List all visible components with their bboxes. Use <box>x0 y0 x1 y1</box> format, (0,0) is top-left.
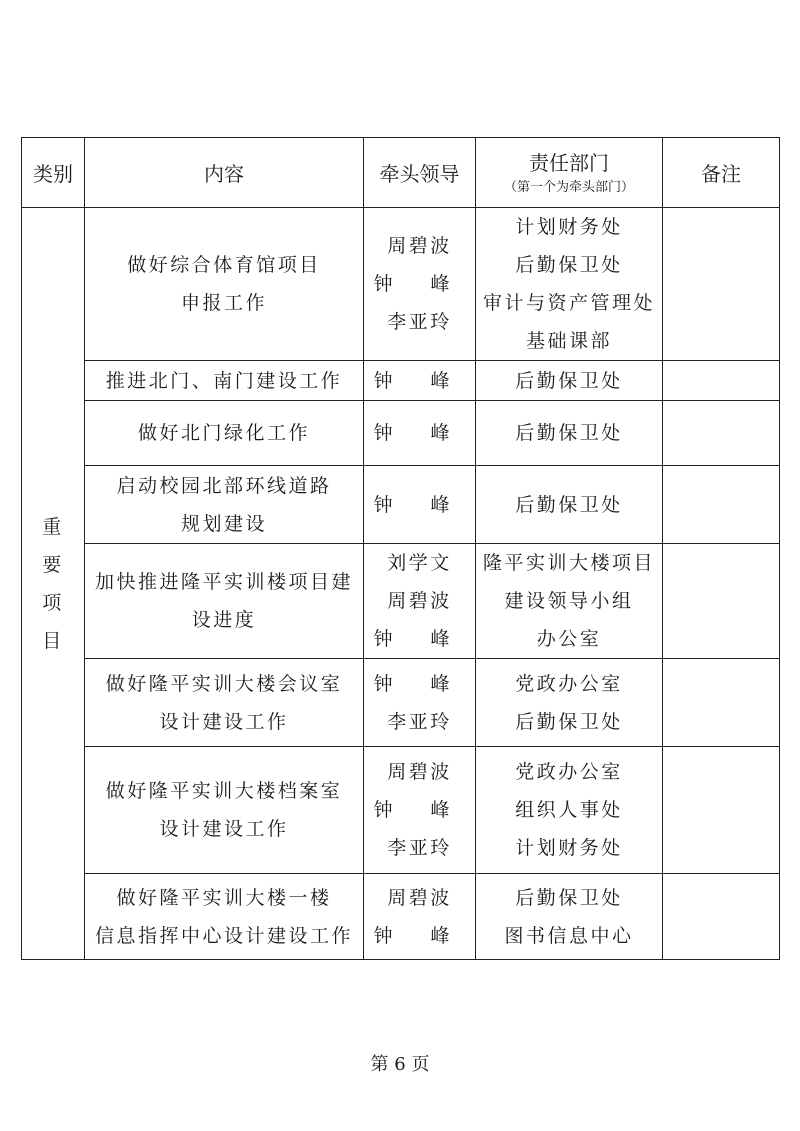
leader-name: 李亚玲 <box>387 710 452 733</box>
header-remark: 备注 <box>663 138 780 208</box>
category-char: 要 <box>42 553 64 576</box>
dept-cell <box>476 466 663 544</box>
leader-name: 钟 峰 <box>373 799 466 821</box>
content-line: 申报工作 <box>180 292 267 314</box>
content-cell <box>85 361 364 401</box>
content-cell <box>85 466 364 544</box>
content-line: 做好隆平实训大楼会议室 <box>105 672 343 695</box>
dept-cell <box>476 208 663 361</box>
content-line: 启动校园北部环线道路 <box>116 474 332 497</box>
leader-name: 周碧波 <box>387 761 452 783</box>
table-row <box>22 747 780 874</box>
dept-name: 图书信息中心 <box>504 924 634 947</box>
dept-cell <box>476 874 663 960</box>
dept-name: 后勤保卫处 <box>515 369 623 392</box>
dept-name: 审计与资产管理处 <box>482 292 655 314</box>
content-line: 加快推进隆平实训楼项目建 <box>94 571 353 593</box>
dept-cell <box>476 544 663 659</box>
dept-name: 计划财务处 <box>515 216 623 238</box>
category-char: 重 <box>42 515 64 538</box>
table-body <box>22 208 780 960</box>
dept-name: 后勤保卫处 <box>515 710 623 733</box>
leader-name: 钟 峰 <box>373 924 466 947</box>
table-row <box>22 874 780 960</box>
content-line: 做好隆平实训大楼一楼 <box>116 886 332 909</box>
leader-cell <box>364 401 476 466</box>
header-category: 类别 <box>22 138 85 208</box>
header-content: 内容 <box>85 138 364 208</box>
leader-name: 周碧波 <box>387 590 452 612</box>
dept-cell <box>476 401 663 466</box>
leader-name: 钟 峰 <box>373 672 466 695</box>
dept-name: 党政办公室 <box>515 761 623 783</box>
work-plan-table <box>21 137 780 960</box>
remark-cell <box>663 466 780 544</box>
dept-name: 隆平实训大楼项目 <box>482 552 655 574</box>
content-line: 做好北门绿化工作 <box>137 422 310 444</box>
remark-cell <box>663 544 780 659</box>
leader-cell <box>364 361 476 401</box>
remark-cell <box>663 401 780 466</box>
content-cell <box>85 544 364 659</box>
content-line: 规划建设 <box>180 512 267 535</box>
content-cell <box>85 874 364 960</box>
dept-name: 组织人事处 <box>515 799 623 821</box>
header-dept-note: （第一个为牵头部门） <box>503 179 634 195</box>
content-line: 做好综合体育馆项目 <box>127 254 321 276</box>
leader-cell <box>364 466 476 544</box>
content-line: 做好隆平实训大楼档案室 <box>105 780 343 802</box>
content-cell <box>85 747 364 874</box>
header-dept <box>476 138 663 208</box>
header-leader: 牵头领导 <box>364 138 476 208</box>
table-row <box>22 401 780 466</box>
remark-cell <box>663 361 780 401</box>
content-line: 信息指挥中心设计建设工作 <box>94 924 353 947</box>
dept-name: 后勤保卫处 <box>515 254 623 276</box>
leader-cell <box>364 747 476 874</box>
dept-name: 党政办公室 <box>515 672 623 695</box>
dept-cell <box>476 747 663 874</box>
content-cell <box>85 208 364 361</box>
table-row <box>22 208 780 361</box>
leader-name: 周碧波 <box>387 886 452 909</box>
category-char: 目 <box>42 629 64 652</box>
header-row <box>22 138 780 208</box>
category-char: 项 <box>42 591 64 614</box>
dept-cell <box>476 361 663 401</box>
leader-name: 钟 峰 <box>373 493 466 516</box>
table-row <box>22 361 780 401</box>
dept-cell <box>476 659 663 747</box>
table-row <box>22 544 780 659</box>
content-line: 设计建设工作 <box>159 710 289 733</box>
content-line: 推进北门、南门建设工作 <box>105 369 343 392</box>
dept-name: 计划财务处 <box>515 837 623 859</box>
dept-name: 办公室 <box>536 628 602 650</box>
page-number: 第 6 页 <box>370 1054 430 1075</box>
leader-name: 钟 峰 <box>373 273 466 295</box>
leader-name: 钟 峰 <box>373 369 466 392</box>
leader-cell <box>364 544 476 659</box>
leader-name: 钟 峰 <box>373 628 466 650</box>
leader-name: 钟 峰 <box>373 422 466 444</box>
table-row <box>22 466 780 544</box>
leader-name: 刘学文 <box>387 552 452 574</box>
header-dept-title: 责任部门 <box>529 150 609 175</box>
content-line: 设进度 <box>191 609 257 631</box>
leader-cell <box>364 659 476 747</box>
content-cell <box>85 401 364 466</box>
table-header <box>22 138 780 208</box>
category-cell <box>22 208 85 960</box>
dept-name: 后勤保卫处 <box>515 886 623 909</box>
dept-name: 后勤保卫处 <box>515 422 623 444</box>
remark-cell <box>663 208 780 361</box>
content-line: 设计建设工作 <box>159 818 289 840</box>
leader-name: 李亚玲 <box>387 311 452 333</box>
content-cell <box>85 659 364 747</box>
leader-cell <box>364 208 476 361</box>
dept-name: 建设领导小组 <box>504 590 634 612</box>
dept-name: 后勤保卫处 <box>515 493 623 516</box>
remark-cell <box>663 747 780 874</box>
remark-cell <box>663 874 780 960</box>
leader-name: 周碧波 <box>387 235 452 257</box>
leader-name: 李亚玲 <box>387 837 452 859</box>
remark-cell <box>663 659 780 747</box>
dept-name: 基础课部 <box>525 330 612 352</box>
table-row <box>22 659 780 747</box>
leader-cell <box>364 874 476 960</box>
